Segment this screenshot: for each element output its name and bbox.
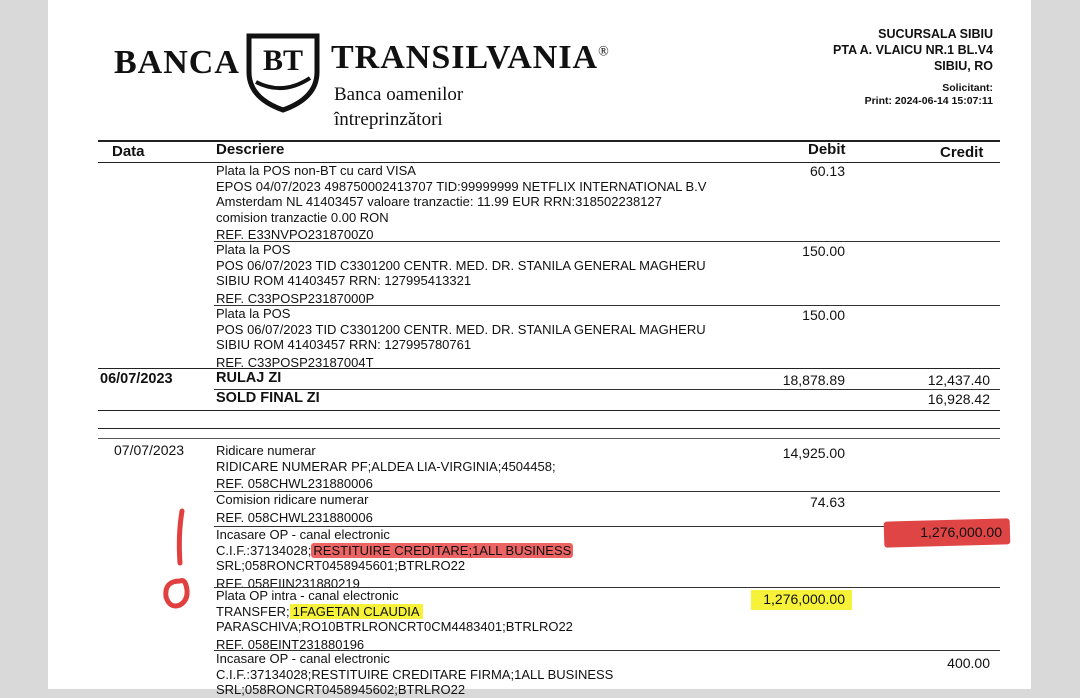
highlighted-text-red: RESTITUIRE CREDITARE;1ALL BUSINESS: [313, 542, 572, 558]
tx-line-highlighted: [216, 543, 573, 559]
tx-line: comision tranzactie 0.00 RON: [216, 209, 389, 225]
tx-line: RIDICARE NUMERAR PF;ALDEA LIA-VIRGINIA;4504458;: [216, 458, 556, 474]
tx-line: C.I.F.:37134028;RESTITUIRE CREDITARE FIRMA;1ALL BUSINESS: [216, 666, 614, 682]
rulaj-credit: 12,437.40: [927, 372, 990, 388]
rulaj-debit: 18,878.89: [782, 372, 845, 388]
column-header-data: Data: [112, 143, 145, 160]
tx-incoming-op-2-credit: 400.00: [947, 655, 990, 671]
tx-pos-2-desc: [216, 306, 706, 370]
logo-text-transilvania-label: TRANSILVANIA: [331, 39, 599, 76]
tx-withdrawal-debit: 14,925.00: [782, 445, 845, 461]
tx-pos-1-debit: 150.00: [802, 243, 845, 259]
tx-netflix-debit: 60.13: [809, 163, 845, 179]
tx-line-part: C.I.F.:37134028;: [216, 542, 312, 558]
tx-line: REF. 058EINT231880196: [216, 636, 365, 652]
tx-outgoing-op-desc: [216, 588, 573, 652]
print-timestamp: Print: 2024-06-14 15:07:11: [864, 95, 993, 107]
column-header-descriere: Descriere: [216, 141, 285, 158]
logo-text-banca: BANCA: [114, 44, 240, 81]
tx-line: REF. 058CHWL231880006: [216, 509, 373, 525]
tx-line: REF. C33POSP23187000P: [216, 290, 375, 306]
registered-mark: ®: [598, 44, 610, 60]
tx-line: EPOS 04/07/2023 498750002413707 TID:99999999 NETFLIX INTERNATIONAL B.V: [216, 178, 707, 194]
tx-line: Plata la POS: [216, 306, 291, 321]
branch-name: SUCURSALA SIBIU: [878, 27, 993, 41]
tagline-line-2: întreprinzători: [334, 109, 443, 130]
day-header-rule: [98, 438, 1000, 439]
tx-line: Amsterdam NL 41403457 valoare tranzactie: 11.99 EUR RRN:318502238127: [216, 194, 662, 209]
bt-logo-shield: [244, 32, 322, 112]
tx-line: Plata la POS non-BT cu card VISA: [216, 163, 416, 178]
tx-line: SRL;058RONCRT0458945602;BTRLRO22: [216, 682, 466, 697]
tx-line: SIBIU ROM 41403457 RRN: 127995413321: [216, 273, 472, 288]
branch-info: [833, 26, 993, 74]
tx-incoming-op-2-desc: [216, 651, 613, 698]
statement-page: [48, 0, 1031, 697]
tx-line: POS 06/07/2023 TID C3301200 CENTR. MED. DR. STANILA GENERAL MAGHERU: [216, 321, 706, 337]
branch-city: SIBIU, RO: [933, 59, 993, 73]
solicitant-label: Solicitant:: [942, 82, 993, 94]
tx-line: Plata la POS: [216, 242, 291, 257]
summary-date: 06/07/2023: [100, 371, 173, 387]
branch-address: PTA A. VLAICU NR.1 BL.V4: [833, 43, 993, 57]
tagline-line-1: Banca oamenilor: [334, 84, 464, 105]
tx-line: PARASCHIVA;RO10BTRLRONCRT0CM4483401;BTRLRO22: [216, 619, 573, 634]
day-separator-rule: [98, 428, 1000, 429]
tx-line: Incasare OP - canal electronic: [216, 527, 390, 542]
tx-line: REF. C33POSP23187004T: [216, 354, 374, 370]
tx-line: Ridicare numerar: [216, 443, 316, 458]
sold-label: SOLD FINAL ZI: [216, 390, 320, 406]
highlighted-text-yellow: 1FAGETAN CLAUDIA: [290, 604, 423, 619]
tx-line: Incasare OP - canal electronic: [216, 651, 390, 666]
hand-drawn-red-mark: [158, 505, 198, 615]
summary-bottom-rule: [98, 410, 1000, 411]
rulaj-label: RULAJ ZI: [216, 370, 282, 386]
sold-credit: 16,928.42: [927, 391, 990, 407]
tx-pos-2-debit: 150.00: [802, 307, 845, 323]
tx-line: SRL;058RONCRT0458945601;BTRLRO22: [216, 558, 466, 573]
tx-netflix-desc: [216, 163, 706, 243]
tx-line: REF. E33NVPO2318700Z0: [216, 227, 374, 242]
tx-line: Comision ridicare numerar: [216, 492, 369, 507]
tx-line-highlighted: [216, 604, 573, 620]
print-info: [865, 82, 993, 108]
tx-incoming-op-desc: [216, 527, 573, 591]
tx-pos-1-desc: [216, 242, 706, 306]
tx-line: REF. 058EIIN231880219: [216, 575, 360, 591]
tx-withdrawal-desc: [216, 443, 556, 492]
tx-outgoing-op-debit: 1,276,000.00: [763, 591, 845, 607]
tx-line: Plata OP intra - canal electronic: [216, 588, 399, 603]
tx-commission-desc: [216, 492, 373, 525]
tx-line-part: TRANSFER;: [216, 603, 290, 619]
row-divider: [214, 389, 1000, 390]
logo-text-transilvania: [331, 39, 610, 77]
tx-line: SIBIU ROM 41403457 RRN: 127995780761: [216, 337, 472, 352]
column-header-credit: Credit: [940, 144, 984, 161]
tx-line: REF. 058CHWL231880006: [216, 476, 373, 491]
column-header-debit: Debit: [808, 141, 846, 158]
logo-monogram: BT: [262, 44, 304, 77]
summary-top-rule: [98, 368, 1000, 369]
tx-incoming-op-credit: 1,276,000.00: [920, 524, 1002, 540]
tx-commission-debit: 74.63: [809, 494, 845, 510]
tx-line: POS 06/07/2023 TID C3301200 CENTR. MED. DR. STANILA GENERAL MAGHERU: [216, 257, 706, 273]
day2-date: 07/07/2023: [114, 442, 185, 458]
